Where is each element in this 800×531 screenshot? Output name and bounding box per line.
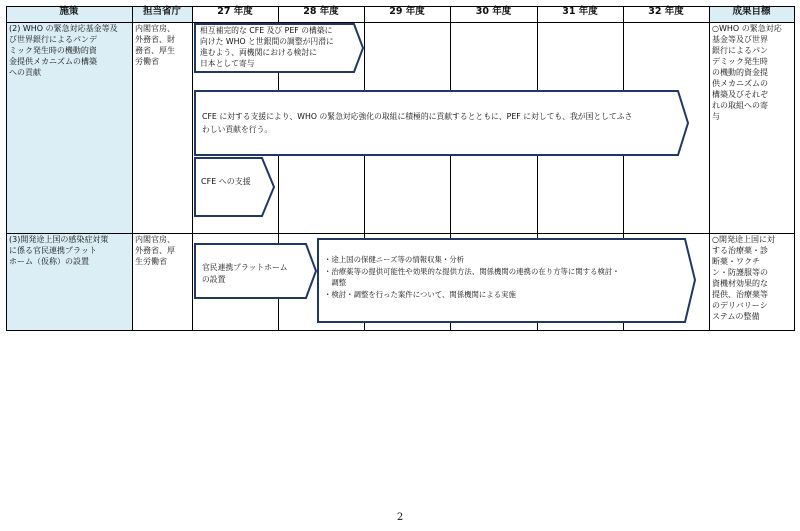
header-goal: 成果目標 xyxy=(709,6,794,22)
row2-measure: (3)開発途上国の感染症対策 に係る官民連携プラット ホーム（仮称）の設置 xyxy=(6,233,132,330)
header-measure: 施策 xyxy=(6,6,132,22)
row1-ministry: 内閣官房、 外務省、財 務省、厚生 労働省 xyxy=(135,24,175,66)
header-ministry: 担当省庁 xyxy=(132,6,192,22)
row1-goal: ○WHO の緊急対応 基金等及び世界 銀行によるパン デミック発生時 の機動的資金提 供メカニズムの 構築及びそれぞ れの取組への寄 与 xyxy=(712,24,782,121)
policy-table xyxy=(6,6,794,330)
table-border-bottom xyxy=(6,330,795,331)
header-fy31: 31 年度 xyxy=(562,6,598,17)
header-fy27: 27 年度 xyxy=(217,6,253,17)
header-fy28: 28 年度 xyxy=(303,6,339,17)
row2-goal: ○開発途上国に対 する治療薬・診 断薬・ワクチ ン・防護服等の 資機材効果的な 提供、治療薬等 のデリバリーシ ステムの整備 xyxy=(712,235,775,321)
row2-ministry: 内閣官房、 外務省、厚 生労働省 xyxy=(135,235,175,266)
page-number: 2 xyxy=(396,512,404,523)
arrow-text-a2: CFE に対する支援により、WHO の緊急対応強化の取組に積極的に貢献するとともに、PEF に対しても、我が国としてふさ わしい貢献を行う。 xyxy=(202,112,633,134)
arrow-text-a3: CFE への支援 xyxy=(201,177,251,186)
row1-measure: (2) WHO の緊急対応基金等及 び世界銀行によるパンデ ミック発生時の機動的資 金提供メカニズムの構築 への貢献 xyxy=(6,22,132,233)
arrow-text-a1: 相互補完的な CFE 及び PEF の構築に 向けた WHO と世銀間の調整が円滑に 進むよう、両機関における検討に 日本として寄与 xyxy=(200,26,334,68)
arrow-text-b2: ・途上国の保健ニーズ等の情報収集・分析 ・治療薬等の提供可能性や効果的な提供方法、関係機関の連携の在り方等に関する検討・ 調整 ・検討・調整を行った案件について、関係機関による実施 xyxy=(324,255,620,299)
arrow-text-b1: 官民連携プラットホーム の設置 xyxy=(202,263,288,284)
grid-line xyxy=(794,6,795,330)
header-fy29: 29 年度 xyxy=(389,6,425,17)
header-fy30: 30 年度 xyxy=(475,6,512,17)
header-fy32: 32 年度 xyxy=(648,6,684,17)
